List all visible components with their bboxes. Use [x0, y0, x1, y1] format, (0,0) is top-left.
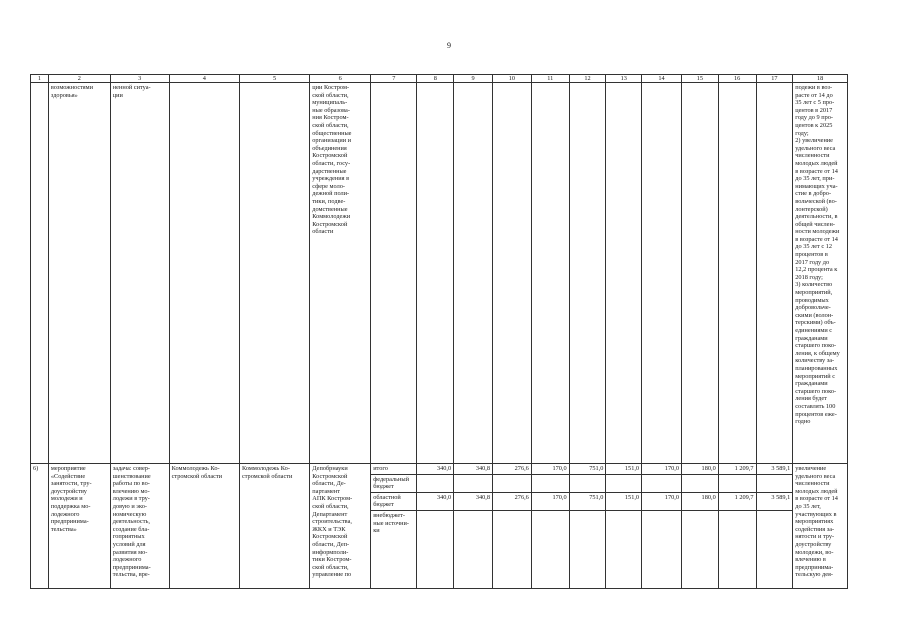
text-line: удельного веса [795, 472, 836, 480]
text-line: Коммолодежь Ко- [241, 465, 290, 472]
funding-value: 751,0 [569, 492, 606, 510]
header-col-8: 8 [417, 75, 454, 83]
text-line: номическую [112, 510, 147, 518]
text-line: мероприятие [50, 465, 86, 472]
header-col-7: 7 [371, 75, 417, 83]
text-line: области [312, 228, 334, 236]
funding-value [492, 510, 531, 588]
text-line: гражданами [795, 334, 828, 342]
funding-value: 751,0 [569, 464, 606, 475]
row-a-col3 [110, 83, 169, 464]
text-line: подежи в воз- [795, 84, 833, 91]
text-line: 35 лет с 5 про- [795, 99, 835, 107]
text-line: тельства, вре- [112, 571, 150, 579]
text-line: Коммолодежи [312, 213, 351, 221]
row-a-col11 [531, 83, 569, 464]
header-col-4: 4 [169, 75, 239, 83]
row-b-col2 [48, 464, 110, 589]
text-line: 3) количество [795, 281, 833, 289]
text-line: Костромской [312, 472, 348, 480]
text-line: в возрасте от 14 [795, 235, 838, 243]
row-a-col7 [371, 83, 417, 464]
text-line: задача: совер- [112, 465, 151, 472]
funding-value: 180,0 [681, 464, 718, 475]
funding-value [454, 474, 493, 492]
header-col-1: 1 [31, 75, 49, 83]
text-line: развития мо- [112, 548, 148, 556]
text-line: муниципаль- [312, 99, 348, 107]
text-line: стромской области [241, 472, 293, 480]
funding-value: 151,0 [606, 492, 642, 510]
text-line: вольческой (во- [795, 197, 837, 205]
funding-value: 3 589,1 [756, 464, 793, 475]
text-line: тельства» [50, 525, 77, 533]
funding-value [718, 510, 756, 588]
text-line: планированных [795, 364, 838, 372]
text-line: нятости и тру- [795, 533, 835, 541]
text-line: Костромской [312, 220, 348, 228]
text-line: дарственные [312, 167, 347, 175]
row-a-col9 [454, 83, 493, 464]
text-line: здоровья» [50, 91, 78, 99]
text-line: ской области, [312, 502, 349, 510]
text-line: стие в добро- [795, 190, 832, 198]
row-a-col1 [31, 83, 49, 464]
text-line: ции Костром- [312, 84, 350, 91]
page-number: 9 [447, 41, 451, 50]
text-line: численности [795, 480, 830, 488]
row-a-col4 [169, 83, 239, 464]
header-col-3: 3 [110, 75, 169, 83]
header-col-12: 12 [569, 75, 606, 83]
text-line: участвующих в [795, 510, 837, 518]
text-line: в возрасте от 14 [795, 167, 838, 175]
text-line: удельного веса [795, 144, 836, 152]
text-line: ненной ситуа- [112, 84, 151, 91]
text-line: 2017 году до [795, 258, 830, 266]
funding-value [756, 474, 793, 492]
text-line: центов к 2025 [795, 121, 833, 129]
text-line: единениями с [795, 327, 833, 334]
text-line: 2) увеличение [795, 137, 833, 145]
text-line: до 35 лет, [795, 502, 821, 510]
text-line: объединения [312, 144, 347, 152]
text-line: работы по во- [112, 480, 150, 488]
funding-value [569, 474, 606, 492]
funding-value [756, 510, 793, 588]
text-line: терскими) объ- [795, 319, 836, 327]
header-col-9: 9 [454, 75, 493, 83]
funding-value [642, 474, 682, 492]
row-a-col12 [569, 83, 606, 464]
text-line: ления, к общему [795, 349, 840, 357]
funding-value [454, 510, 493, 588]
text-line: гражданами [795, 380, 828, 388]
text-line: занятости, тру- [50, 480, 92, 488]
text-line: году; [795, 129, 809, 137]
funding-source-label [371, 464, 417, 475]
funding-value [569, 510, 606, 588]
text-line: в возрасте от 14 [795, 495, 838, 503]
funding-value: 170,0 [642, 492, 682, 510]
funding-value [417, 510, 454, 588]
funding-value: 1 209,7 [718, 492, 756, 510]
text-line: центов в 2017 [795, 106, 833, 114]
text-line: влечению в [795, 556, 826, 564]
row-b-col5 [239, 464, 309, 589]
text-line: составлять 100 [795, 402, 836, 410]
funding-source-label [371, 474, 417, 492]
text-line: ской области, [312, 563, 349, 571]
text-line: партамент [312, 487, 341, 495]
text-line: создание бла- [112, 525, 150, 533]
funding-label-line: бюджет [373, 501, 394, 509]
text-line: учреждения в [312, 175, 350, 183]
text-line: лодежного [112, 556, 142, 564]
text-line: условий для [112, 540, 146, 548]
text-line: тики Костром- [312, 556, 352, 564]
header-col-18: 18 [793, 75, 848, 83]
row-a-col8 [417, 83, 454, 464]
row-b-col4 [169, 464, 239, 589]
header-col-16: 16 [718, 75, 756, 83]
header-col-2: 2 [48, 75, 110, 83]
header-col-15: 15 [681, 75, 718, 83]
text-line: организации и [312, 137, 352, 145]
funding-value [642, 510, 682, 588]
text-line: старшего поко- [795, 342, 837, 350]
row-b-col3 [110, 464, 169, 589]
funding-value: 340,8 [454, 464, 493, 475]
row-a-col15 [681, 83, 718, 464]
text-line: ления будет [795, 395, 827, 403]
header-col-5: 5 [239, 75, 309, 83]
header-col-13: 13 [606, 75, 642, 83]
text-line: мероприятий, [795, 289, 833, 297]
row-a-col18 [793, 83, 848, 464]
text-line: мероприятий с [795, 372, 835, 380]
funding-value: 340,0 [417, 464, 454, 475]
text-line: Департамент [312, 510, 348, 518]
text-line: расте от 14 до [795, 91, 833, 99]
funding-value [417, 474, 454, 492]
text-line: добровольче- [795, 304, 831, 312]
row-a-col10 [492, 83, 531, 464]
funding-value: 340,0 [417, 492, 454, 510]
funding-label-line: федеральный [373, 475, 409, 483]
text-line: гоприятных [112, 533, 145, 541]
funding-value [681, 510, 718, 588]
text-line: лонтерской) [795, 205, 828, 213]
funding-value: 180,0 [681, 492, 718, 510]
text-line: численности [795, 152, 830, 160]
row-a-col16 [718, 83, 756, 464]
text-line: шенствование [112, 472, 151, 480]
row-a-col13 [606, 83, 642, 464]
header-col-17: 17 [756, 75, 793, 83]
text-line: лодежного [50, 510, 80, 518]
text-line: увеличение [795, 465, 827, 472]
text-line: годно [795, 418, 811, 426]
text-line: предпринима- [112, 563, 151, 571]
funding-value [718, 474, 756, 492]
funding-label-line: бюджет [373, 483, 394, 491]
text-line: ные образова- [312, 106, 350, 114]
funding-value: 3 589,1 [756, 492, 793, 510]
header-col-6: 6 [310, 75, 371, 83]
header-row [31, 75, 848, 83]
text-line: Коммолодежь Ко- [171, 465, 220, 472]
text-line: Костромской [312, 533, 348, 541]
text-line: предпринима- [50, 518, 89, 526]
header-col-14: 14 [642, 75, 682, 83]
header-col-10: 10 [492, 75, 531, 83]
text-line: общей числен- [795, 220, 835, 228]
text-line: доустройству [50, 487, 87, 495]
funding-value [681, 474, 718, 492]
text-line: дежной поли- [312, 190, 350, 198]
text-line: молодых людей [795, 159, 838, 167]
funding-source-label [371, 492, 417, 510]
funding-value [606, 474, 642, 492]
funding-value [531, 510, 569, 588]
funding-value [492, 474, 531, 492]
text-line: общественные [312, 129, 352, 137]
text-line: 12,2 процента к [795, 266, 838, 274]
text-line: лодежи в тру- [112, 495, 150, 503]
row-b-number: 6) [31, 464, 49, 589]
text-line: сфере моло- [312, 182, 345, 190]
text-line: тики, подве- [312, 197, 346, 205]
text-line: до 35 лет, при- [795, 175, 835, 183]
text-line: процентов еже- [795, 410, 837, 418]
text-line: до 35 лет с 12 [795, 243, 832, 251]
text-line: ской области, [312, 91, 349, 99]
text-line: доустройству [795, 540, 832, 548]
text-line: молодых людей [795, 487, 838, 495]
text-line: ции [112, 91, 123, 99]
text-line: количеству за- [795, 357, 835, 365]
text-line: проводимых [795, 296, 829, 304]
text-line: довую и эко- [112, 502, 147, 510]
row-a-col5 [239, 83, 309, 464]
text-line: мероприятиях [795, 518, 834, 526]
header-col-11: 11 [531, 75, 569, 83]
text-line: деятельность, [112, 518, 150, 526]
text-line: ской области, [312, 121, 349, 129]
text-line: Депобрнауки [312, 465, 348, 472]
text-line: влечению мо- [112, 487, 150, 495]
text-line: домственные [312, 205, 348, 213]
funding-value: 170,0 [531, 492, 569, 510]
funding-label-line: ки [373, 527, 380, 535]
funding-value: 276,6 [492, 464, 531, 475]
text-line: строительства, [312, 518, 352, 526]
funding-value: 1 209,7 [718, 464, 756, 475]
text-line: области, Деп- [312, 540, 350, 548]
text-line: старшего поко- [795, 387, 837, 395]
program-table [30, 74, 848, 589]
text-line: АПК Костром- [312, 495, 353, 503]
table-row [31, 83, 848, 464]
funding-value [531, 474, 569, 492]
funding-value [606, 510, 642, 588]
row-a-col2 [48, 83, 110, 464]
text-line: году до 9 про- [795, 114, 833, 122]
text-line: деятельности, в [795, 213, 838, 221]
funding-value: 170,0 [531, 464, 569, 475]
text-line: молодежи и [50, 495, 83, 503]
text-line: нимающих уча- [795, 182, 838, 190]
text-line: Костромской [312, 152, 348, 160]
funding-label-line: ные источни- [373, 519, 409, 527]
text-line: информполи- [312, 548, 349, 556]
text-line: содействия за- [795, 525, 835, 533]
text-line: процентов в [795, 251, 828, 259]
text-line: молодежи, во- [795, 548, 834, 556]
text-line: стромской области [171, 472, 223, 480]
funding-value: 151,0 [606, 464, 642, 475]
text-line: ЖКХ и ТЭК [312, 525, 346, 533]
funding-value: 170,0 [642, 464, 682, 475]
text-line: ния Костром- [312, 114, 349, 122]
text-line: области, госу- [312, 159, 351, 167]
text-line: поддержка мо- [50, 502, 91, 510]
text-line: области, Де- [312, 480, 346, 488]
text-line: «Содействие [50, 472, 86, 480]
text-line: тельскую дея- [795, 571, 834, 579]
funding-label-line: внебюджет- [373, 511, 406, 519]
funding-label-line: итого [373, 465, 388, 472]
text-line: 2018 году; [795, 273, 823, 281]
text-line: предпринима- [795, 563, 834, 571]
table-row [31, 464, 848, 475]
text-line: ности молодежи [795, 228, 840, 236]
row-a-col17 [756, 83, 793, 464]
funding-label-line: областной [373, 493, 401, 501]
row-b-col6 [310, 464, 371, 589]
row-a-col14 [642, 83, 682, 464]
row-a-col6 [310, 83, 371, 464]
text-line: скими (волон- [795, 311, 834, 319]
text-line: возможностями [50, 84, 94, 91]
funding-source-label [371, 510, 417, 588]
text-line: управление по [312, 571, 352, 579]
row-b-col18 [793, 464, 848, 589]
funding-value: 340,8 [454, 492, 493, 510]
funding-value: 276,6 [492, 492, 531, 510]
